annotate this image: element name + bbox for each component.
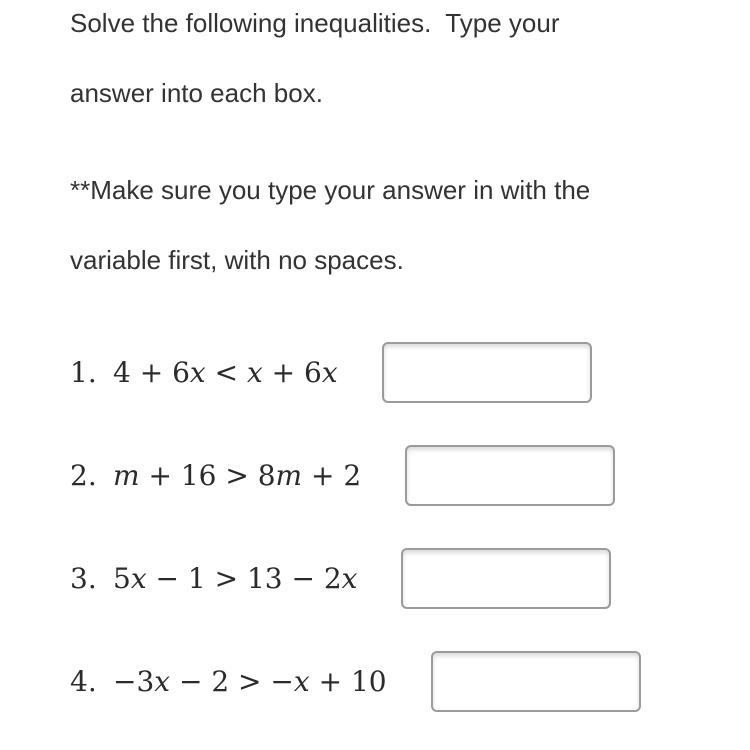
problem-row-3 xyxy=(70,548,710,609)
problem-expression: m + 16 > 8m + 2 xyxy=(113,459,362,492)
answer-input-4[interactable] xyxy=(431,651,641,712)
instruction-line: **Make sure you type your answer in with the xyxy=(70,175,591,205)
problem-expression: 5x − 1 > 13 − 2x xyxy=(113,562,358,595)
instructions-paragraph-2 xyxy=(70,155,710,295)
problem-list xyxy=(70,342,710,712)
instruction-line: answer into each box. xyxy=(70,78,323,108)
problem-number: 3. xyxy=(70,562,97,595)
instruction-line: variable first, with no spaces. xyxy=(70,245,404,275)
answer-input-1[interactable] xyxy=(382,342,592,403)
problem-row-2 xyxy=(70,445,710,506)
instruction-line: Solve the following inequalities. Type your xyxy=(70,8,560,38)
problem-number: 4. xyxy=(70,665,97,698)
instructions-paragraph-1 xyxy=(70,0,710,128)
problem-number: 1. xyxy=(70,356,97,389)
answer-input-3[interactable] xyxy=(401,548,611,609)
answer-input-2[interactable] xyxy=(405,445,615,506)
problem-row-4 xyxy=(70,651,710,712)
problem-row-1 xyxy=(70,342,710,403)
problem-number: 2. xyxy=(70,459,97,492)
problem-expression: −3x − 2 > −x + 10 xyxy=(113,665,387,698)
problem-expression: 4 + 6x < x + 6x xyxy=(113,356,338,389)
